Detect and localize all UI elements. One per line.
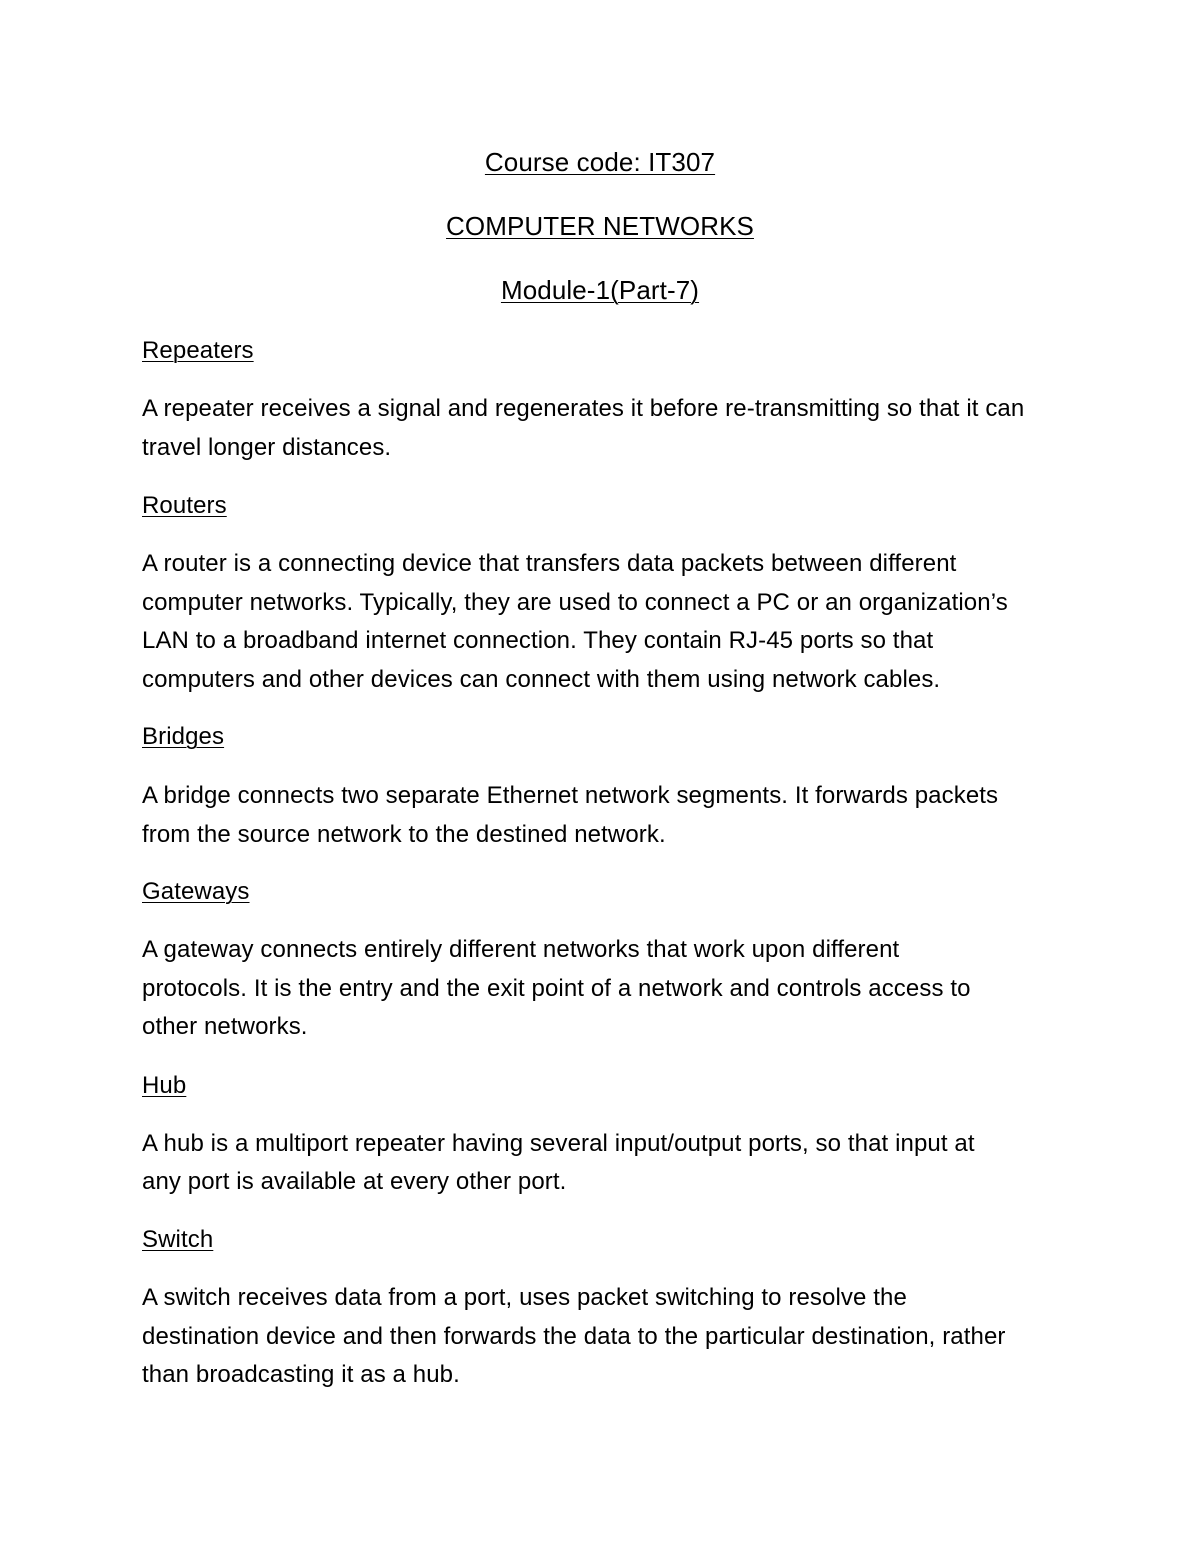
- switch-text-line: A switch receives data from a port, uses packet switching to resolve the: [142, 1284, 907, 1311]
- gateways-heading: Gateways: [142, 878, 250, 905]
- hub-text-line: any port is available at every other port.: [142, 1168, 567, 1195]
- bridges-heading: Bridges: [142, 723, 225, 750]
- routers-heading: Routers: [142, 492, 227, 519]
- hub-text-line: A hub is a multiport repeater having several input/output ports, so that input at: [142, 1130, 975, 1157]
- repeaters-heading: Repeaters: [142, 337, 254, 364]
- repeaters-text-line: A repeater receives a signal and regenerates it before re-transmitting so that it can: [142, 395, 1025, 422]
- switch-text-line: than broadcasting it as a hub.: [142, 1361, 460, 1388]
- routers-text-line: computers and other devices can connect with them using network cables.: [142, 666, 941, 693]
- hub-heading: Hub: [142, 1072, 187, 1099]
- course-name-heading: COMPUTER NETWORKS: [446, 211, 754, 241]
- bridges-text-line: from the source network to the destined network.: [142, 821, 666, 848]
- routers-text-line: computer networks. Typically, they are used to connect a PC or an organization’s: [142, 589, 1008, 616]
- gateways-text-line: other networks.: [142, 1013, 308, 1040]
- course-code-heading: Course code: IT307: [484, 147, 716, 177]
- module-heading: Module-1(Part-7): [500, 275, 700, 305]
- routers-text-line: A router is a connecting device that transfers data packets between different: [142, 550, 957, 577]
- switch-text-line: destination device and then forwards the data to the particular destination, rather: [142, 1323, 1006, 1350]
- gateways-text-line: A gateway connects entirely different networks that work upon different: [142, 936, 900, 963]
- gateways-text-line: protocols. It is the entry and the exit point of a network and controls access to: [142, 975, 971, 1002]
- switch-heading: Switch: [142, 1226, 214, 1253]
- routers-text-line: LAN to a broadband internet connection. They contain RJ-45 ports so that: [142, 627, 934, 654]
- bridges-text-line: A bridge connects two separate Ethernet network segments. It forwards packets: [142, 782, 999, 809]
- repeaters-text-line: travel longer distances.: [142, 434, 392, 461]
